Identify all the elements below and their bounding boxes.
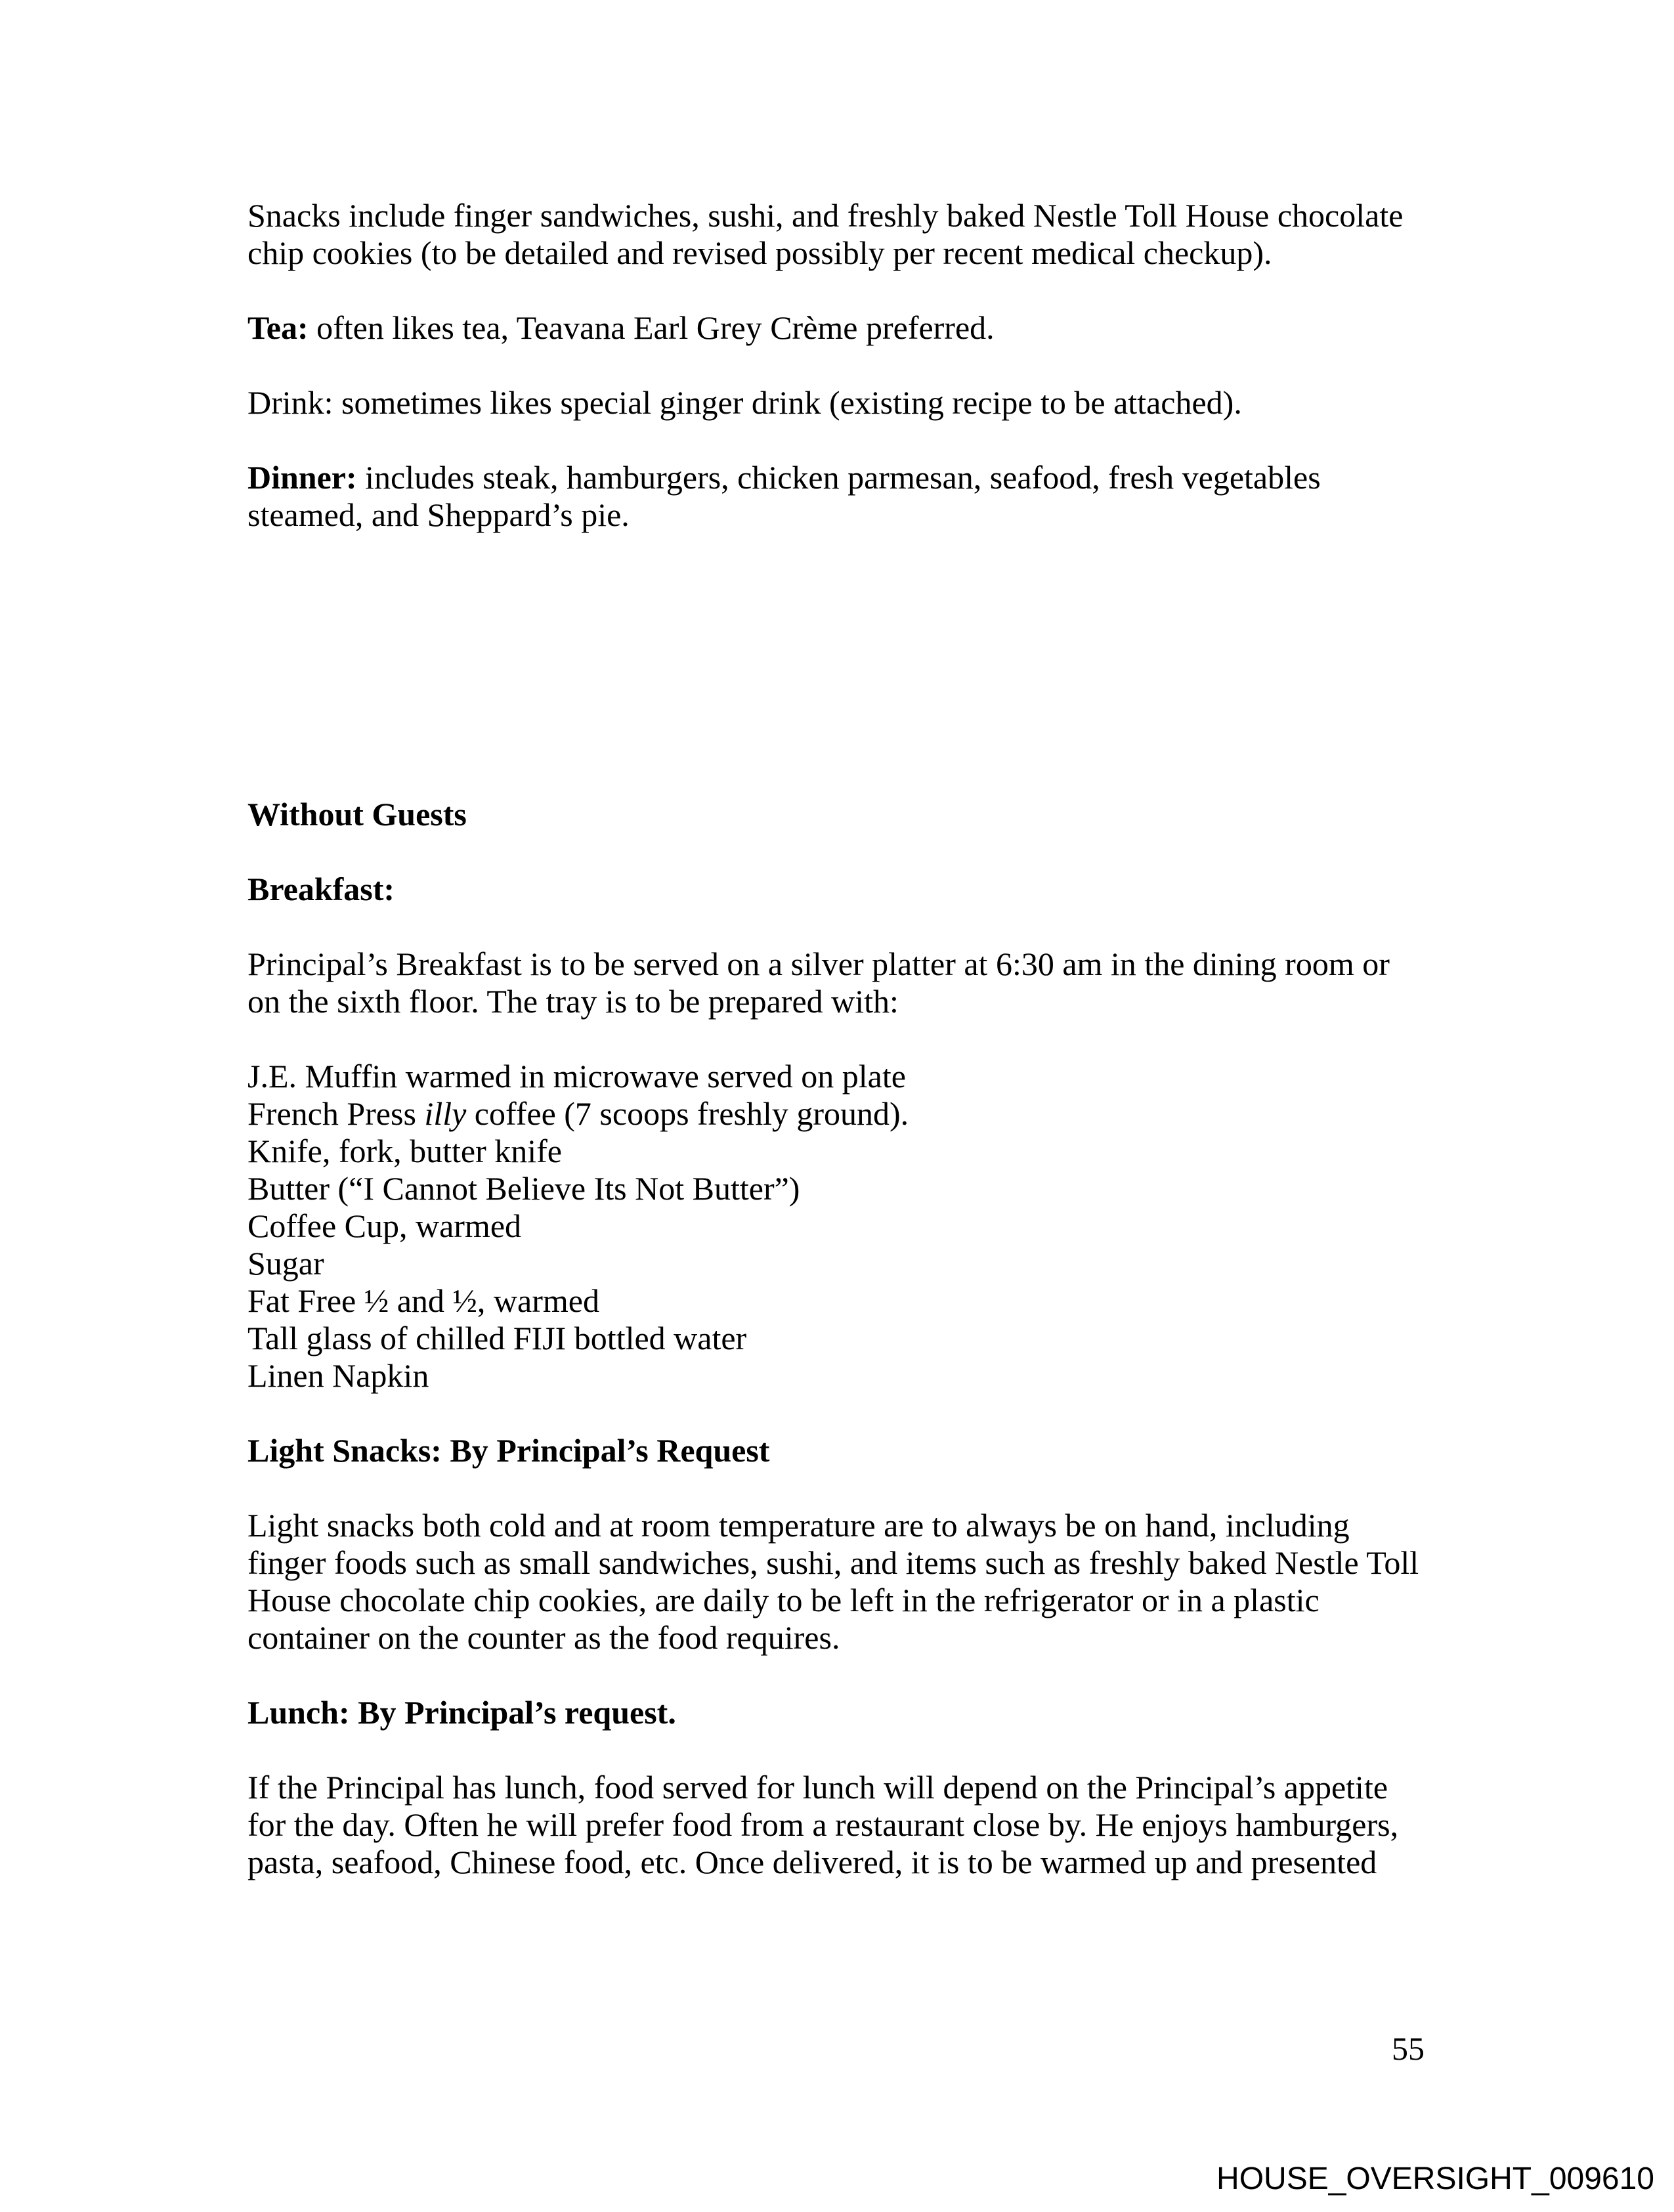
paragraph-tea: Tea: often likes tea, Teavana Earl Grey Crème preferred. bbox=[247, 309, 995, 346]
paragraph-drink: Drink: sometimes likes special ginger drink (existing recipe to be attached). bbox=[247, 384, 1242, 421]
heading-light-snacks: Light Snacks: By Principal’s Request bbox=[247, 1432, 770, 1469]
paragraph-snacks: Snacks include finger sandwiches, sushi, and freshly baked Nestle Toll House chocolate chip cookies (to be detailed and revised possibly per recent medical checkup). bbox=[247, 197, 1404, 271]
list-breakfast-tray-items: J.E. Muffin warmed in microwave served on plate French Press illy coffee (7 scoops freshly ground). Knife, fork, butter knife Butter (“I Cannot Believe Its Not Butter”) Coffee Cup, warmed Sugar Fat Free ½ and ½, warmed Tall glass of chilled FIJI bottled water Linen Napkin bbox=[247, 1058, 909, 1394]
paragraph-dinner: Dinner: includes steak, hamburgers, chicken parmesan, seafood, fresh vegetables steamed, and Sheppard’s pie. bbox=[247, 459, 1321, 533]
paragraph-light-snacks: Light snacks both cold and at room temperature are to always be on hand, including finger foods such as small sandwiches, sushi, and items such as freshly baked Nestle Toll House chocolate chip cookies, are daily to be left in the refrigerator or in a plastic container on the counter as the food requires. bbox=[247, 1507, 1419, 1656]
vertical-gap bbox=[247, 571, 1429, 796]
page-number: 55 bbox=[1392, 2030, 1425, 2067]
heading-breakfast: Breakfast: bbox=[247, 871, 395, 907]
paragraph-lunch: If the Principal has lunch, food served for lunch will depend on the Principal’s appetite for the day. Often he will prefer food from a restaurant close by. He enjoys hamburgers, pasta, seafood, Chinese food, etc. Once delivered, it is to be warmed up and presented bbox=[247, 1769, 1399, 1880]
paragraph-breakfast-intro: Principal’s Breakfast is to be served on a silver platter at 6:30 am in the dining room or on the sixth floor. The tray is to be prepared with: bbox=[247, 945, 1390, 1020]
heading-without-guests: Without Guests bbox=[247, 796, 467, 833]
bates-number: HOUSE_OVERSIGHT_009610 bbox=[1216, 2161, 1654, 2196]
document-body bbox=[247, 197, 1429, 1919]
heading-lunch: Lunch: By Principal’s request. bbox=[247, 1694, 676, 1731]
